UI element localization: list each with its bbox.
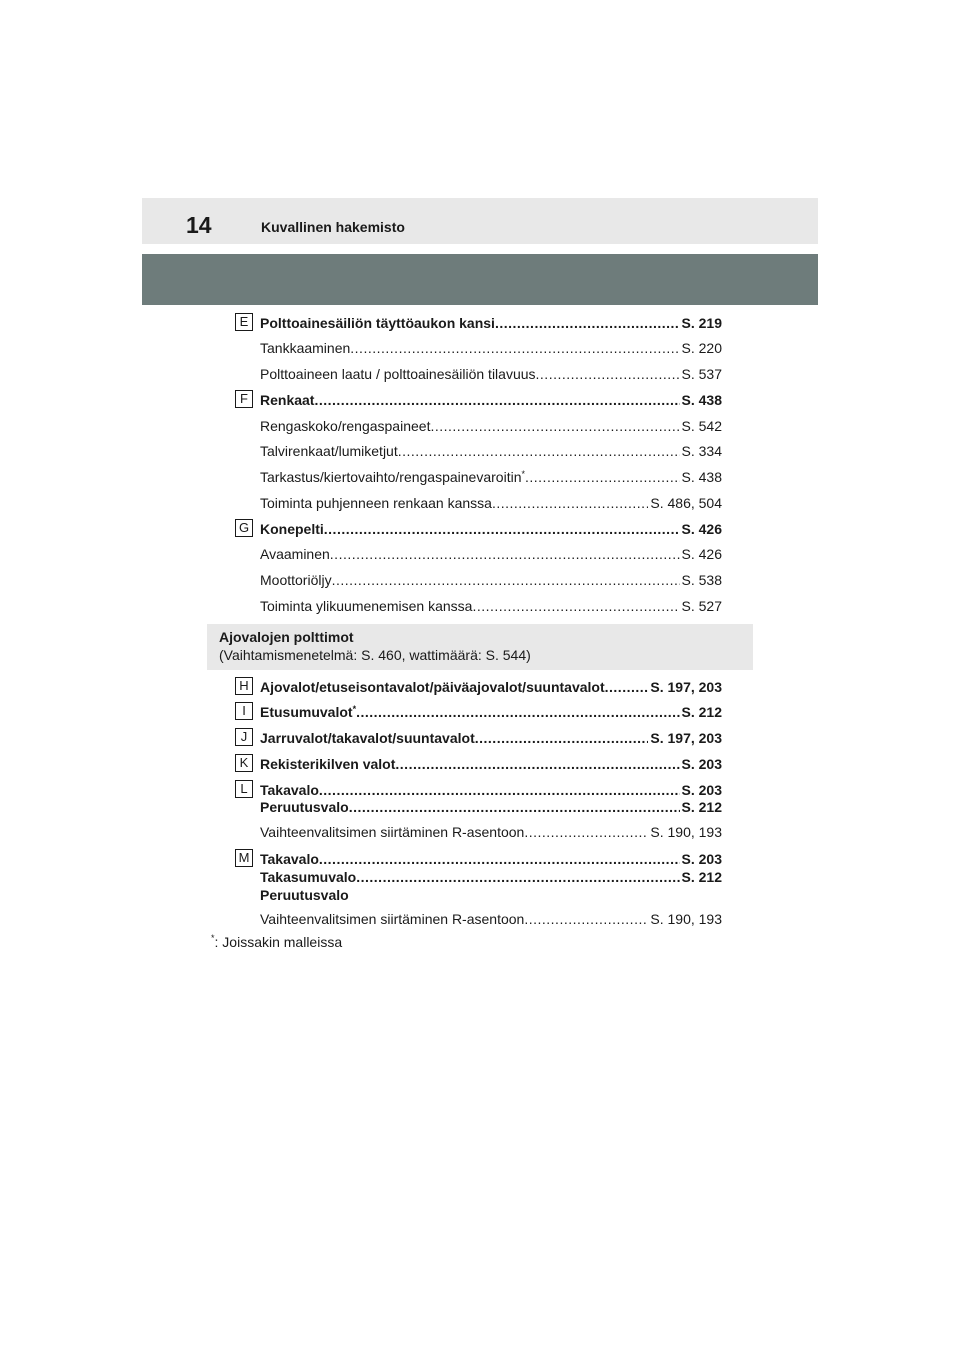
entry-flat-tire[interactable] [260, 495, 722, 511]
illustration-band [142, 254, 818, 305]
entry-opening[interactable] [260, 546, 722, 562]
entry-title: Konepelti [260, 521, 324, 537]
entry-front-fog-lights[interactable] [260, 704, 722, 720]
entry-overheating[interactable] [260, 598, 722, 614]
entry-page: S. 190, 193 [650, 911, 722, 927]
entry-title: Tarkastus/kiertovaihto/rengaspainevaroitin [260, 469, 522, 485]
entry-page: S. 538 [681, 572, 722, 588]
marker-e: E [235, 313, 253, 331]
entry-shift-to-reverse[interactable] [260, 824, 722, 840]
entry-page: S. 203 [681, 756, 722, 772]
entry-title: Toiminta ylikuumenemisen kanssa [260, 598, 473, 614]
marker-h: H [235, 677, 253, 695]
entry-fuel-filler-door[interactable] [260, 315, 722, 331]
entry-tire-size[interactable] [260, 418, 722, 434]
header-bar [142, 198, 818, 244]
entry-winter-tires[interactable] [260, 443, 722, 459]
entry-page: S. 486, 504 [650, 495, 722, 511]
entry-title: Renkaat [260, 392, 315, 408]
entry-title: Rekisterikilven valot [260, 756, 396, 772]
entry-page: S. 220 [681, 340, 722, 356]
entry-title: Vaihteenvalitsimen siirtäminen R-asentoon [260, 911, 525, 927]
entry-page: S. 212 [681, 704, 722, 720]
entry-title: Talvirenkaat/lumiketjut [260, 443, 398, 459]
entry-hood[interactable] [260, 521, 722, 537]
page-number: 14 [186, 212, 212, 238]
entry-headlights[interactable] [260, 679, 722, 695]
entry-title: Avaaminen [260, 546, 330, 562]
entry-title: Etusumuvalot [260, 704, 353, 720]
entry-page: S. 219 [681, 315, 722, 331]
entry-page: S. 542 [681, 418, 722, 434]
entry-page: S. 527 [681, 598, 722, 614]
marker-i: I [235, 702, 253, 720]
entry-tires[interactable] [260, 392, 722, 408]
entry-title: Tankkaaminen [260, 340, 351, 356]
entry-page: S. 438 [681, 469, 722, 485]
entry-tire-inspection[interactable] [260, 469, 722, 485]
entry-title: Takavalo [260, 851, 319, 867]
footnote-mark: * [352, 704, 357, 714]
entry-tail-light-rear[interactable] [260, 851, 722, 867]
entry-page: S. 438 [681, 392, 722, 408]
entry-brake-lights[interactable] [260, 730, 722, 746]
entry-title: Takavalo [260, 782, 319, 798]
entry-page: S. 203 [681, 851, 722, 867]
bulbs-note-title: Ajovalojen polttimot [219, 629, 354, 645]
entry-back-up-light[interactable] [260, 799, 722, 815]
entry-back-up-light-rear[interactable] [260, 887, 722, 903]
entry-page: S. 203 [681, 782, 722, 798]
section-title: Kuvallinen hakemisto [261, 219, 405, 235]
marker-m: M [235, 849, 253, 867]
entry-refueling[interactable] [260, 340, 722, 356]
entry-page: S. 334 [681, 443, 722, 459]
entry-title: Moottoriöljy [260, 572, 332, 588]
entry-page: S. 426 [681, 521, 722, 537]
entry-page: S. 190, 193 [650, 824, 722, 840]
entry-page: S. 197, 203 [650, 730, 722, 746]
footnote-mark: * [211, 933, 215, 943]
entry-title: Ajovalot/etuseisontavalot/päiväajovalot/suuntavalot [260, 679, 605, 695]
footnote-text: : Joissakin malleissa [214, 934, 343, 950]
entry-title: Peruutusvalo [260, 799, 349, 815]
entry-tail-light[interactable] [260, 782, 722, 798]
bulbs-note-subtitle: (Vaihtamismenetelmä: S. 460, wattimäärä: S. 544) [219, 647, 531, 663]
entry-page: S. 537 [681, 366, 722, 382]
entry-shift-to-reverse-rear[interactable] [260, 911, 722, 927]
entry-engine-oil[interactable] [260, 572, 722, 588]
entry-license-plate-lights[interactable] [260, 756, 722, 772]
entry-fuel-quality[interactable] [260, 366, 722, 382]
entry-title: Jarruvalot/takavalot/suuntavalot [260, 730, 475, 746]
marker-f: F [235, 390, 253, 408]
entry-title: Rengaskoko/rengaspaineet [260, 418, 431, 434]
entry-title: Peruutusvalo [260, 887, 349, 903]
entry-title: Polttoainesäiliön täyttöaukon kansi [260, 315, 495, 331]
entry-page: S. 212 [681, 799, 722, 815]
entry-page: S. 212 [681, 869, 722, 885]
footnote [211, 934, 342, 950]
marker-j: J [235, 728, 253, 746]
entry-title: Polttoaineen laatu / polttoainesäiliön tilavuus [260, 366, 536, 382]
entry-rear-fog-light[interactable] [260, 869, 722, 885]
footnote-mark: * [521, 469, 525, 479]
entry-title: Takasumuvalo [260, 869, 357, 885]
entry-title: Vaihteenvalitsimen siirtäminen R-asentoon [260, 824, 525, 840]
marker-k: K [235, 754, 253, 772]
marker-g: G [235, 519, 253, 537]
marker-l: L [235, 780, 253, 798]
entry-page: S. 197, 203 [650, 679, 722, 695]
entry-title: Toiminta puhjenneen renkaan kanssa [260, 495, 492, 511]
entry-page: S. 426 [681, 546, 722, 562]
